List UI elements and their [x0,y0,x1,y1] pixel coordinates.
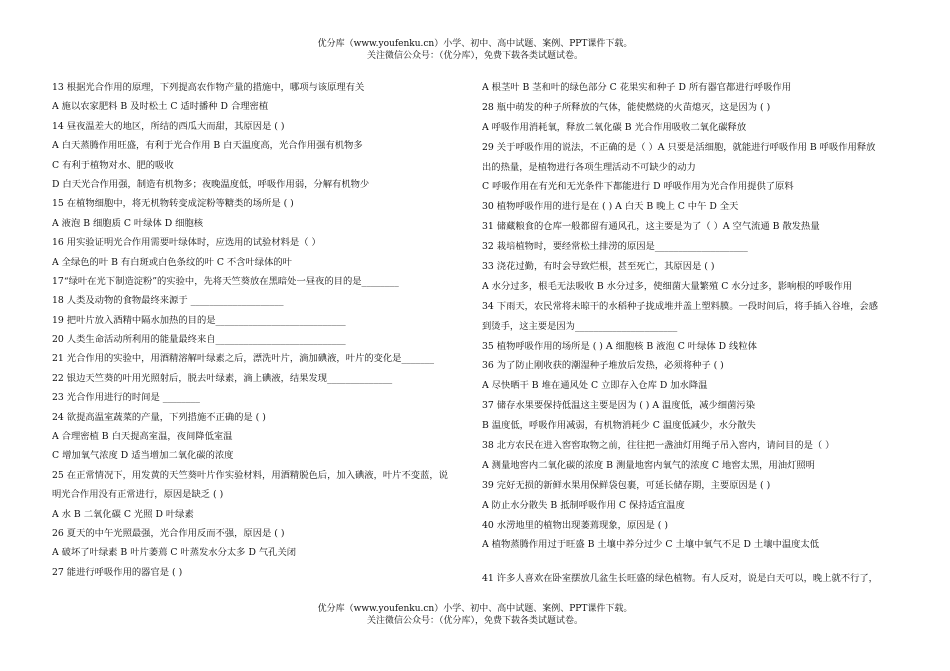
question-line: A 全绿色的叶 B 有白斑或白色条纹的叶 C 不含叶绿体的叶 [52,256,292,268]
question-line: 30 植物呼吸作用的进行是在 ( ) A 白天 B 晚上 C 中午 D 全天 [482,201,739,213]
question-line: 32 栽培植物时，要经常松土排涝的原因是____________________ [482,241,748,253]
question-line: 34 下雨天，农民常将未晾干的水稻种子拢成堆并盖上塑料膜。一段时间后，将手插入谷堆，会感 [482,300,878,312]
question-line: 38 北方农民在进入窖窖取物之前，往往把一盏油灯用绳子吊入窖内，请问目的是（ ） [482,440,835,452]
question-line: 27 能进行呼吸作用的器官是 ( ) [52,566,183,578]
page-header [0,38,950,62]
question-line: 14 昼夜温差大的地区，所结的西瓜大而甜，其原因是 ( ) [52,120,285,132]
question-line: C 增加氧气浓度 D 适当增加二氧化碳的浓度 [52,450,234,462]
footer-line-1: 优分库（www.youfenku.cn）小学、初中、高中试题、案例、PPT课件下载。 [317,604,633,614]
question-line: A 液泡 B 细胞质 C 叶绿体 D 细胞核 [52,217,204,229]
question-line: 17“绿叶在光下制造淀粉”的实验中，先将天竺葵放在黑暗处一昼夜的目的是________ [52,275,399,287]
question-line: 25 在正常情况下，用发黄的天竺葵叶片作实验材料，用酒精脱色后，加入碘液，叶片不变蓝，说 [52,469,448,481]
question-line: 37 储存水果要保持低温这主要是因为 ( ) A 温度低，减少细菌污染 [482,400,755,412]
question-line: 18 人类及动物的食物最终来源于 ____________________ [52,295,284,307]
question-line: 16 用实验证明光合作用需要叶绿体时，应选用的试验材料是（ ） [52,237,321,249]
question-line: A 根茎叶 B 茎和叶的绿色部分 C 花果实和种子 D 所有器官都进行呼吸作用 [482,82,792,93]
question-line: A 水分过多，根毛无法吸收 B 水分过多，使细菌大量繁殖 C 水分过多，影响根的呼吸作用 [482,280,853,292]
question-line: D 白天光合作用强，制造有机物多；夜晚温度低，呼吸作用弱，分解有机物少 [52,178,370,190]
question-line: 28 瓶中萌发的种子所释放的气体，能使燃烧的火苗熄灭，这是因为 ( ) [482,101,771,113]
question-line: A 施以农家肥料 B 及时松土 C 适时播种 D 合理密植 [52,101,269,113]
question-line: 31 储藏粮食的仓库一般都留有通风孔，这主要是为了（ ）A 空气流通 B 散发热量 [482,221,820,233]
page-footer [0,603,950,627]
question-line: A 防止水分散失 B 抵制呼吸作用 C 保持适宜温度 [482,499,685,511]
question-line: 36 为了防止刚收获的潮湿种子堆放后发热，必须将种子 ( ) [482,360,724,372]
question-line: 明光合作用没有正常进行，原因是缺乏 ( ) [52,489,224,501]
question-line: 到烫手，这主要是因为______________________ [482,320,678,332]
question-line: A 测量地窖内二氧化碳的浓度 B 测量地窖内氧气的浓度 C 地窖太黑，用油灯照明 [482,459,815,471]
question-line: A 合理密植 B 白天提高室温，夜间降低室温 [52,431,233,443]
question-line: B 温度低，呼吸作用减弱，有机物消耗少 C 温度低减少，水分散失 [482,420,756,432]
question-line: A 呼吸作用消耗氧，释放二氧化碳 B 光合作用吸收二氧化碳释放 [482,121,747,133]
right-column [482,78,898,589]
question-line: 21 光合作用的实验中，用酒精溶解叶绿素之后，漂洗叶片，滴加碘液，叶片的变化是_______ [52,353,435,365]
question-line: A 白天蒸腾作用旺盛，有利于光合作用 B 白天温度高，光合作用强有机物多 [52,140,363,152]
question-line: 出的热量，是植物进行各项生理活动不可缺少的动力 [482,161,696,173]
question-line: C 有利于植物对水、肥的吸收 [52,159,174,171]
question-line: 15 在植物细胞中，将无机物转变成淀粉等糖类的场所是 ( ) [52,198,294,210]
left-column [52,78,464,582]
question-line: A 植物蒸腾作用过于旺盛 B 土壤中养分过少 C 土壤中氧气不足 D 土壤中温度太低 [482,539,820,551]
question-line: 39 完好无损的新鲜水果用保鲜袋包裹，可延长储存期，主要原因是 ( ) [482,479,771,491]
question-line: 35 植物呼吸作用的场所是 ( ) A 细胞核 B 液泡 C 叶绿体 D 线粒体 [482,340,757,352]
blank-gap [482,555,898,569]
question-line: 41 许多人喜欢在卧室摆放几盆生长旺盛的绿色植物。有人反对，说是白天可以，晚上就不行了， [482,573,878,585]
question-line: C 呼吸作用在有光和无光条件下都能进行 D 呼吸作用为光合作用提供了原料 [482,181,794,193]
question-line: 24 欲提高温室蔬菜的产量，下列措施不正确的是 ( ) [52,411,266,423]
header-line-1: 优分库（www.youfenku.cn）小学、初中、高中试题、案例、PPT课件下载。 [317,39,633,49]
question-line: 23 光合作用进行的时间是 ________ [52,392,200,404]
question-line: 33 浇花过勤，有时会导致烂根，甚至死亡，其原因是 ( ) [482,261,715,273]
question-line: 20 人类生命活动所利用的能量最终来自____________________________ [52,334,346,346]
question-line: A 尽快晒干 B 堆在通风处 C 立即存入仓库 D 加水降温 [482,380,708,392]
question-line: A 破坏了叶绿素 B 叶片萎蔫 C 叶蒸发水分太多 D 气孔关闭 [52,547,297,559]
question-line: A 水 B 二氧化碳 C 光照 D 叶绿素 [52,508,194,520]
header-line-2: 关注微信公众号：（优分库），免费下载各类试题试卷。 [366,51,583,61]
question-line: 19 把叶片放入酒精中隔水加热的目的是____________________________ [52,314,346,326]
question-line: 26 夏天的中午光照最强，光合作用反而不强，原因是 ( ) [52,527,285,539]
footer-line-2: 关注微信公众号：（优分库），免费下载各类试题试卷。 [366,616,583,626]
question-line: 13 根据光合作用的原理，下列提高农作物产量的措施中，哪项与该原理有关 [52,82,365,93]
question-line: 22 银边天竺葵的叶用光照射后，脱去叶绿素，滴上碘液，结果发现______________ [52,372,393,384]
question-line: 29 关于呼吸作用的说法，不正确的是（ ）A 只要是活细胞，就能进行呼吸作用 B 呼吸作用释放 [482,141,876,153]
question-line: 40 水涝地里的植物出现萎蔫现象，原因是 ( ) [482,519,668,531]
